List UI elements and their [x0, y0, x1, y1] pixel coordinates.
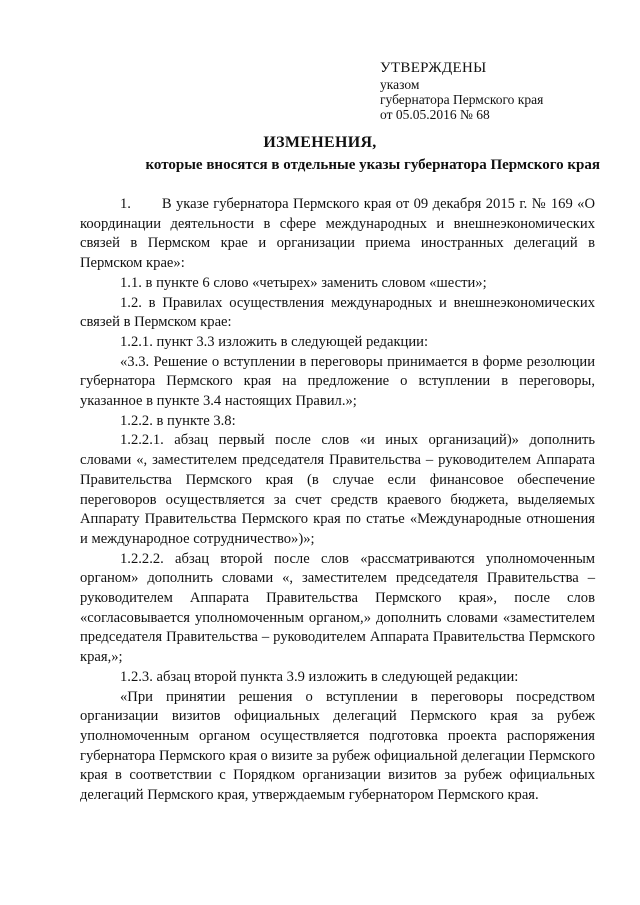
approval-line: указом [380, 77, 420, 92]
paragraph-1-2-3: 1.2.3. абзац второй пункта 3.9 изложить в следующей редакции: [120, 668, 519, 685]
approval-line: губернатора Пермского края [380, 92, 544, 107]
paragraph-quote-3-3: «3.3. Решение о вступлении в переговоры принимается в форме резолюции губернатора Пермского края на предложение о вступлении в переговоры, указанное в пункте 3.4 настоящих Правил.»; [80, 353, 595, 410]
document-subtitle: которые вносятся в отдельные указы губернатора Пермского края [145, 157, 600, 173]
paragraph-1-1: 1.1. в пункте 6 слово «четырех» заменить словом «шести»; [120, 274, 487, 291]
paragraph-1-2-2-2: 1.2.2.2. абзац второй после слов «рассматриваются уполномоченным органом» дополнить словами «, заместителем председателя Правительства – руководителем Аппарата Правительства Пермского края», после слов «согласовывается уполномоченным органом,» дополнить словами «заместителем председателя Правительства – руководителем Аппарата Правительства Пермского края,»; [80, 550, 595, 666]
paragraph-1-2-2-1: 1.2.2.1. абзац первый после слов «и иных организаций)» дополнить словами «, заместителем председателя Правительства – руководителем Аппарата Правительства Пермского края (в случае если финансовое обеспечение переговоров осуществляется за счет средств краевого бюджета, выделяемых Аппарату Правительства Пермского края по статье «Международные отношения и международное сотрудничество»)»; [80, 432, 595, 547]
document-title: ИЗМЕНЕНИЯ, [263, 134, 377, 151]
approval-heading: УТВЕРЖДЕНЫ [380, 60, 487, 76]
document-body [80, 195, 595, 806]
approval-date-line: от 05.05.2016 № 68 [380, 107, 490, 122]
paragraph-quote-3-9: «При принятии решения о вступлении в переговоры посредством организации визитов официальных делегаций Пермского края за рубеж уполномоченным органом осуществляется подготовка проекта распоряжения губернатора Пермского края о визите за рубеж официальной делегации Пермского края в соответствии с Порядком организации визитов за рубеж официальных делегаций Пермского края, утверждаемым губернатором Пермского края. [80, 688, 595, 804]
paragraph-1-2: 1.2. в Правилах осуществления международных и внешнеэкономических связей в Пермском крае: [80, 294, 595, 331]
paragraph-item-1: 1. В указе губернатора Пермского края от 09 декабря 2015 г. № 169 «О координации деятельности в сфере международных и внешнеэкономических связей в Пермском крае и организации приема иностранных делегаций в Пермском крае»: [80, 196, 595, 272]
paragraph-1-2-1: 1.2.1. пункт 3.3 изложить в следующей редакции: [120, 333, 429, 350]
paragraph-1-2-2: 1.2.2. в пункте 3.8: [120, 412, 236, 429]
approval-stamp [380, 60, 543, 122]
